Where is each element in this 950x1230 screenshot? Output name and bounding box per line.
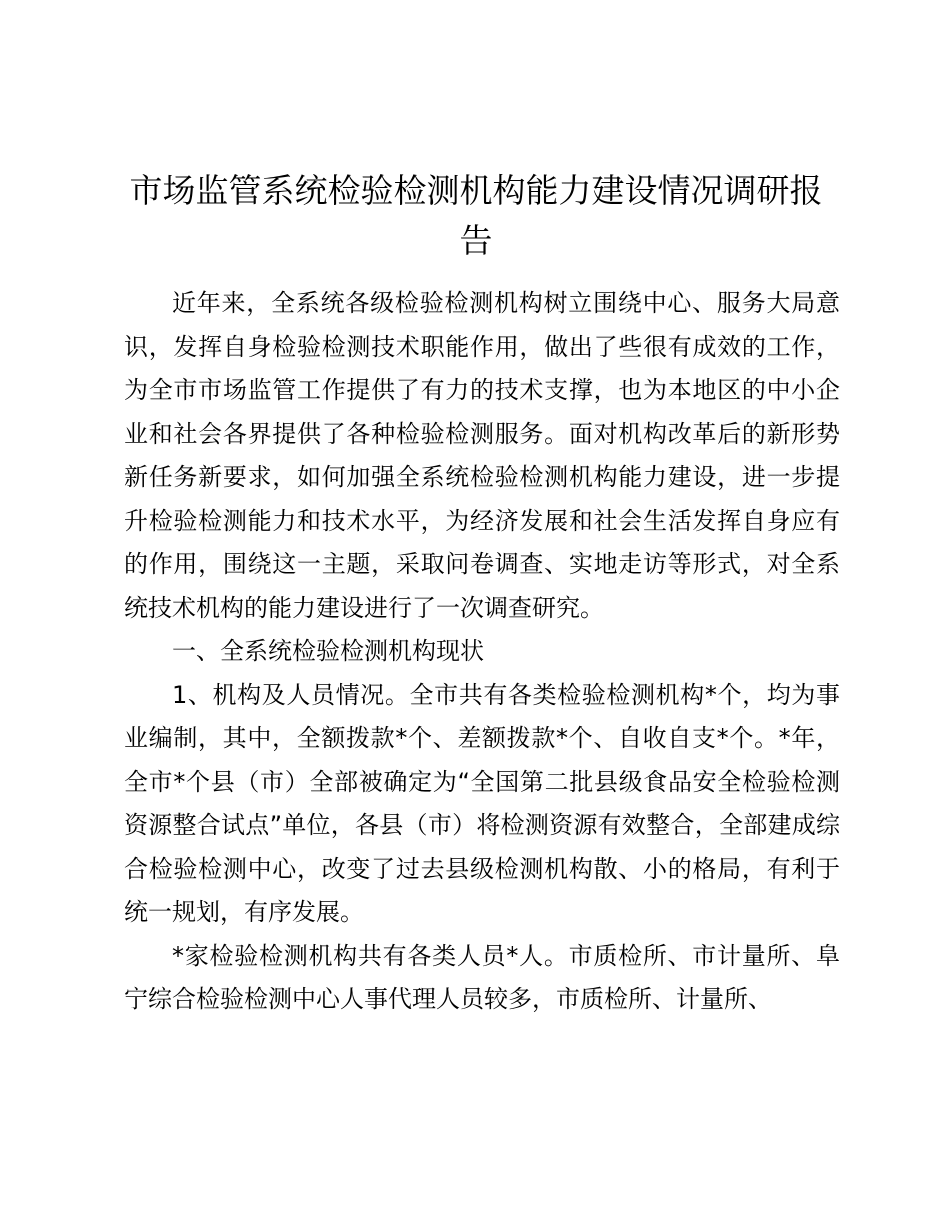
institutions-paragraph: 1、机构及人员情况。全市共有各类检验检测机构*个，均为事业编制，其中，全额拨款*个、差额拨款*个、自收自支*个。*年，全市*个县（市）全部被确定为“全国第二批县级食品安全检验检测资源整合试点”单位，各县（市）将检测资源有效整合，全部建成综合检验检测中心，改变了过去县级检测机构散、小的格局，有利于统一规划，有序发展。: [124, 680, 840, 926]
document-title: 市场监管系统检验检测机构能力建设情况调研报告: [129, 171, 823, 260]
document-body: [124, 282, 840, 1022]
section-heading: 一、全系统检验检测机构现状: [172, 637, 484, 665]
personnel-paragraph: *家检验检测机构共有各类人员*人。市质检所、市计量所、阜宁综合检验检测中心人事代理人员较多，市质检所、计量所、: [124, 941, 840, 1013]
intro-paragraph: 近年来，全系统各级检验检测机构树立围绕中心、服务大局意识，发挥自身检验检测技术职能作用，做出了些很有成效的工作，为全市市场监管工作提供了有力的技术支撑，也为本地区的中小企业和社会各界提供了各种检验检测服务。面对机构改革后的新形势新任务新要求，如何加强全系统检验检测机构能力建设，进一步提升检验检测能力和技术水平，为经济发展和社会生活发挥自身应有的作用，围绕这一主题，采取问卷调查、实地走访等形式，对全系统技术机构的能力建设进行了一次调查研究。: [124, 289, 840, 622]
